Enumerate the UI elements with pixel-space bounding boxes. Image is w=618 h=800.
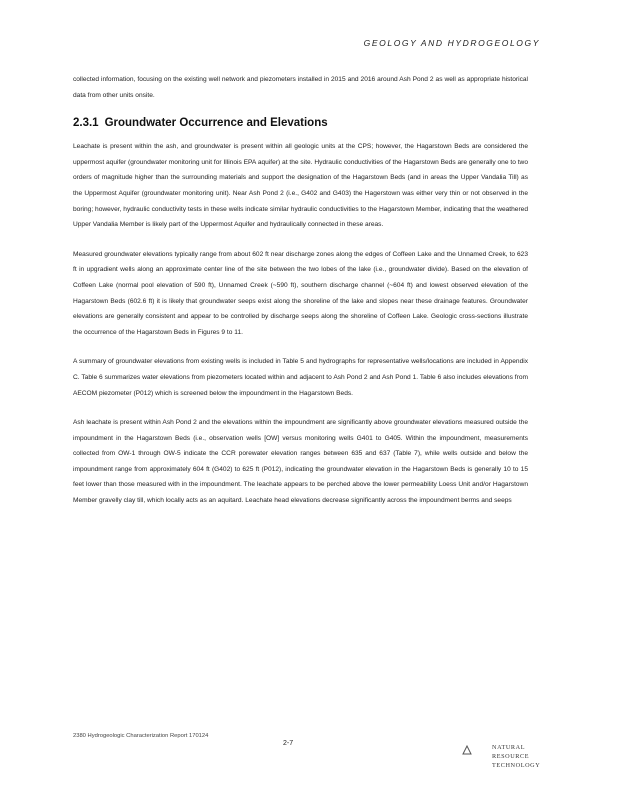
page-number: 2-7 <box>283 740 294 747</box>
section-title: Groundwater Occurrence and Elevations <box>104 117 328 130</box>
logo-line-2: RESOURCE <box>492 753 530 760</box>
document-body <box>73 72 528 509</box>
logo-line-1: NATURAL <box>492 744 526 751</box>
paragraph-ash-leachate: Ash leachate is present within Ash Pond 2 and the elevations within the impoundment are significantly above groundwater elevations measured outside the impoundment in the Hagarstown Beds (i.e., observation wells [OW] versus monitoring wells G401 to G405. Within the impoundment, measurements collected from OW-1 through OW-5 indicate the CCR porewater elevation ranges between 635 and 637 (Table 7), while wells outside and below the impoundment range from approximately 604 ft (G402) to 625 ft (P012), indicating the groundwater elevation in the Hagarstown Beds is generally 10 to 15 feet lower than those measured with in the impoundment. The leachate appears to be perched above the lower permeability Loess Unit and/or Hagarstown Member gravelly clay till, which locally acts as an aquitard. Leachate head elevations decrease significantly across the impoundment berms and seeps <box>73 419 528 505</box>
section-number: 2.3.1 <box>73 117 99 130</box>
running-header: GEOLOGY AND HYDROGEOLOGY <box>363 38 540 48</box>
company-logo <box>462 744 552 774</box>
paragraph-leachate: Leachate is present within the ash, and groundwater is present within all geologic units at the CPS; however, the Hagarstown Beds are considered the uppermost aquifer (groundwater monitoring unit for Illinois EPA aquifer) at the site. Hydraulic conductivities of the Hagarstown Beds are generally one to two orders of magnitude higher than the surrounding materials and support the designation of the Hagarstown Beds (and in areas the Upper Vandalia Till) as the Uppermost Aquifer (groundwater monitoring unit). Near Ash Pond 2 (i.e., G402 and G403) the Hagerstown was either very thin or not observed in the boring; however, hydraulic conductivity tests in these wells indicate similar hydraulic conductivities to the Hagarstown Member, indicating that the weathered Upper Vandalia Member is likely part of the Uppermost Aquifer and hydraulically connected in these areas. <box>73 143 528 229</box>
logo-mark-icon <box>462 745 472 755</box>
paragraph-measured-elevations: Measured groundwater elevations typically range from about 602 ft near discharge zones along the edges of Coffeen Lake and the Unnamed Creek, to 623 ft in upgradient wells along an approximate center line of the site between the two lobes of the lake (i.e., groundwater divide). Based on the elevation of Coffeen Lake (normal pool elevation of 590 ft), Unnamed Creek (~590 ft), southern discharge channel (~604 ft) and lowest observed elevation of the Hagarstown Beds (602.6 ft) it is likely that groundwater seeps exist along the shoreline of the lake and slopes near these drainage features. Groundwater elevations are generally consistent and appear to be controlled by discharge seeps along the shoreline of Coffeen Lake. Geologic cross-sections illustrate the occurrence of the Hagarstown Beds in Figures 9 to 11. <box>73 250 528 336</box>
paragraph-summary: A summary of groundwater elevations from existing wells is included in Table 5 and hydrographs for representative wells/locations are included in Appendix C. Table 6 summarizes water elevations from piezometers located within and adjacent to Ash Pond 2 and Ash Pond 1. Table 6 also includes elevations from AECOM piezometer (P012) which is screened below the impoundment in the Hagarstown Beds. <box>73 358 528 397</box>
section-heading <box>73 117 528 129</box>
footer-document-id: 2380 Hydrogeologic Characterization Report 170124 <box>73 733 209 739</box>
intro-paragraph: collected information, focusing on the existing well network and piezometers installed in 2015 and 2016 around Ash Pond 2 as well as appropriate historical data from other units onsite. <box>73 76 528 99</box>
logo-line-3: TECHNOLOGY <box>492 762 541 769</box>
